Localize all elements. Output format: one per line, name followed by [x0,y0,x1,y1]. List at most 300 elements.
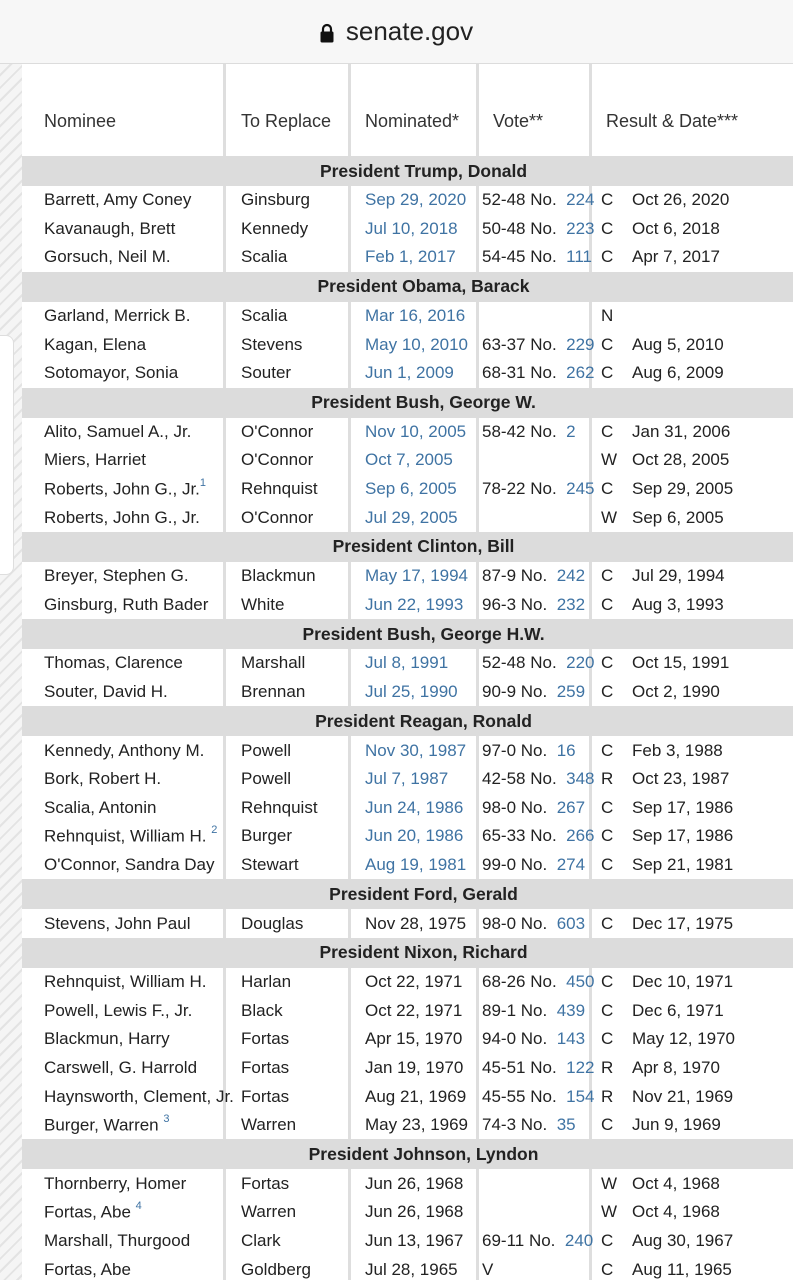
header-nominated: Nominated* [351,64,476,156]
vote-cell [479,968,595,997]
vote-tally: 52-48 [482,190,526,210]
to-replace-cell: Powell [226,736,348,765]
result-date: Aug 3, 1993 [632,591,793,620]
vote-cell [479,591,589,620]
nominee-name: Bork, Robert H. [44,769,162,789]
to-replace-cell: Fortas [226,1025,348,1054]
vote-tally: 99-0 [482,854,517,874]
result-code: C [592,330,632,359]
vote-cell [479,1111,589,1140]
to-replace-cell: Scalia [226,302,348,331]
result-date: Sep 17, 1986 [632,794,793,823]
nominee-cell [22,996,223,1025]
table-row [22,1111,793,1140]
vote-number-link[interactable]: 111 [566,247,592,267]
vote-cell [479,418,589,447]
table-row [22,909,793,938]
nominated-date-link[interactable]: Oct 7, 2005 [365,450,453,470]
result-code: C [592,822,632,851]
vote-cell [479,475,595,504]
table-row [22,996,793,1025]
header-row [22,64,793,156]
table-row [22,302,793,331]
table-row [22,1025,793,1054]
vote-number-label: No. [530,247,557,267]
nominated-date-link[interactable]: Jul 10, 2018 [365,218,458,238]
result-code: C [592,418,632,447]
vote-number-link[interactable]: 35 [556,1115,576,1135]
vote-number-link[interactable]: 348 [566,769,595,789]
result-code: C [592,591,632,620]
nominated-date-link[interactable]: Jun 22, 1993 [365,594,464,614]
nominated-cell [351,794,476,823]
result-code: C [592,243,632,272]
nominee-name: Fortas, Abe [44,1202,136,1222]
table-row [22,446,793,475]
nominated-date: Aug 21, 1969 [365,1086,467,1106]
result-code: C [592,1111,632,1140]
vote-cell [479,302,589,331]
nominated-date-link[interactable]: Jul 7, 1987 [365,769,449,789]
nominee-cell [22,649,223,678]
to-replace-cell: O'Connor [226,503,348,532]
nominated-cell [351,1169,476,1198]
nominated-date: Jan 19, 1970 [365,1057,464,1077]
nominated-date-link[interactable]: Sep 29, 2020 [365,190,467,210]
president-name: President Johnson, Lyndon [22,1139,793,1169]
result-code: C [592,909,632,938]
nominee-cell [22,591,223,620]
footnote-link[interactable]: 2 [211,824,218,837]
vote-number-label: No. [530,1057,557,1077]
to-replace-cell: Burger [226,822,348,851]
header-vote: Vote** [479,64,589,156]
result-date: Apr 7, 2017 [632,243,793,272]
nominee-cell [22,330,223,359]
nominee-name: Fortas, Abe [44,1259,131,1279]
nominated-date-link[interactable]: Aug 19, 1981 [365,854,467,874]
result-code: C [592,851,632,880]
vote-cell [479,909,589,938]
nominee-name: Rehnquist, William H. [44,826,212,846]
vote-tally: 98-0 [482,797,517,817]
vote-tally: 96-3 [482,594,517,614]
nominated-cell [351,996,476,1025]
president-name: President Clinton, Bill [22,532,793,562]
vote-number-link[interactable]: 603 [556,913,586,933]
result-code: C [592,475,632,504]
vote-number-label: No. [520,1029,548,1049]
result-code: R [592,765,632,794]
result-date: Aug 5, 2010 [632,330,793,359]
vote-number-link[interactable]: 223 [566,218,595,238]
vote-cell [479,678,589,707]
to-replace-cell: Black [226,996,348,1025]
nominated-cell [351,1025,476,1054]
nominee-cell [22,186,223,215]
vote-number-label: No. [528,1230,556,1250]
vote-cell [479,562,589,591]
to-replace-cell: Kennedy [226,215,348,244]
vote-tally: 45-51 [482,1057,526,1077]
to-replace-cell: Scalia [226,243,348,272]
result-code: C [592,1025,632,1054]
nominated-date-link[interactable]: May 10, 2010 [365,334,469,354]
vote-number-link[interactable]: 267 [556,797,586,817]
vote-cell [479,243,592,272]
nominated-cell [351,678,476,707]
address-bar[interactable] [0,0,793,64]
header-nominee: Nominee [22,64,223,156]
nominee-cell [22,909,223,938]
vote-number-link[interactable]: 232 [556,594,586,614]
footnote-link[interactable]: 3 [163,1112,170,1125]
result-date: Aug 6, 2009 [632,359,793,388]
result-date: Jul 29, 1994 [632,562,793,591]
vote-tally: V [482,1259,494,1279]
nominated-date-link[interactable]: Mar 16, 2016 [365,306,466,326]
nominee-name: Blackmun, Harry [44,1029,170,1049]
table-row [22,851,793,880]
president-name: President Bush, George H.W. [22,619,793,649]
result-date: Oct 2, 1990 [632,678,793,707]
vote-number-link[interactable]: 262 [566,363,595,383]
vote-number-label: No. [520,1115,548,1135]
president-group-header [22,272,793,302]
to-replace-cell: Clark [226,1227,348,1256]
vote-number-link[interactable]: 245 [566,479,595,499]
result-date: Sep 29, 2005 [632,475,793,504]
president-name: President Nixon, Richard [22,938,793,968]
to-replace-cell: Warren [226,1111,348,1140]
vote-number-label: No. [530,479,557,499]
vote-tally: 87-9 [482,566,517,586]
table-row [22,243,793,272]
nominee-name: Roberts, John G., Jr. [44,507,200,527]
header-to-replace: To Replace [226,64,348,156]
nominated-cell [351,1255,476,1280]
vote-number-link[interactable]: 229 [566,334,595,354]
nominated-date-link[interactable]: Jul 8, 1991 [365,653,449,673]
to-replace-cell: White [226,591,348,620]
nominee-name: Rehnquist, William H. [44,972,207,992]
vote-number-label: No. [530,218,557,238]
vote-number-label: No. [520,854,548,874]
to-replace-cell: O'Connor [226,418,348,447]
table-row [22,186,793,215]
table-row [22,794,793,823]
vote-cell [479,1082,595,1111]
vote-cell [479,186,595,215]
table-row [22,1082,793,1111]
nominated-date-link[interactable]: Nov 10, 2005 [365,421,467,441]
vote-tally: 89-1 [482,1000,517,1020]
nominee-name: Kagan, Elena [44,334,147,354]
nominated-date: Oct 22, 1971 [365,972,463,992]
nominated-cell [351,418,476,447]
vote-number-label: No. [530,190,557,210]
table-row [22,591,793,620]
vote-number-label: No. [520,594,548,614]
nominee-cell [22,1025,223,1054]
to-replace-cell: Stewart [226,851,348,880]
result-code: C [592,736,632,765]
vote-number-label: No. [530,769,557,789]
vote-tally: 52-48 [482,653,526,673]
nominated-date-link[interactable]: Nov 30, 1987 [365,740,467,760]
vote-number-label: No. [520,797,548,817]
to-replace-cell: Marshall [226,649,348,678]
vote-cell [479,446,589,475]
result-date: Jun 9, 1969 [632,1111,793,1140]
vote-tally: 42-58 [482,769,526,789]
nominated-cell [351,649,476,678]
nominee-name: Thornberry, Homer [44,1173,187,1193]
president-group-header [22,619,793,649]
nominee-name: Roberts, John G., Jr. [44,479,200,499]
president-group-header [22,532,793,562]
vote-number-label: No. [530,334,557,354]
nominee-cell [22,1198,223,1227]
result-code: C [592,562,632,591]
to-replace-cell: Fortas [226,1082,348,1111]
nominated-cell [351,215,476,244]
nominated-cell [351,359,476,388]
nominated-date-link[interactable]: Feb 1, 2017 [365,247,456,267]
vote-number-link[interactable]: 274 [556,854,586,874]
vote-tally: 98-0 [482,913,517,933]
nominee-cell [22,851,223,880]
vote-cell [479,736,589,765]
nominee-name: Gorsuch, Neil M. [44,247,171,267]
vote-number-label: No. [530,826,557,846]
nominations-table [22,64,793,1280]
vote-number-label: No. [520,1000,548,1020]
table-row [22,1227,793,1256]
vote-number-link[interactable]: 450 [566,972,595,992]
nominee-name: Alito, Samuel A., Jr. [44,421,192,441]
lock-icon [320,23,334,43]
vote-tally: 50-48 [482,218,526,238]
result-date: Apr 8, 1970 [632,1054,793,1083]
result-code: W [592,1198,632,1227]
vote-number-link[interactable]: 242 [556,566,586,586]
president-name: President Reagan, Ronald [22,706,793,736]
result-date: Oct 6, 2018 [632,215,793,244]
nominated-cell [351,591,476,620]
result-code: R [592,1054,632,1083]
header-result-date: Result & Date*** [592,64,793,156]
vote-number-label: No. [530,421,557,441]
vote-cell [479,794,589,823]
result-code: C [592,996,632,1025]
footnote-link[interactable]: 4 [135,1200,142,1212]
vote-tally: 97-0 [482,740,517,760]
to-replace-cell: Souter [226,359,348,388]
vote-number-link[interactable]: 154 [566,1086,595,1106]
vote-cell [479,215,595,244]
vote-tally: 74-3 [482,1115,517,1135]
nominated-cell [351,1198,476,1227]
table-body [22,156,793,1280]
nominated-date: Jun 26, 1968 [365,1202,464,1222]
vote-tally: 58-42 [482,421,526,441]
nominee-cell [22,794,223,823]
nominated-date: Jun 13, 1967 [365,1230,464,1250]
nominee-name: Miers, Harriet [44,450,147,470]
vote-cell [479,1025,589,1054]
vote-number-link[interactable]: 143 [556,1029,586,1049]
result-date: Aug 30, 1967 [632,1227,793,1256]
nominated-cell [351,851,476,880]
nominated-cell [351,446,476,475]
vote-tally: 90-9 [482,682,517,702]
nominated-cell [351,503,476,532]
nominee-cell [22,1169,223,1198]
nominated-cell [351,822,476,851]
vote-number-link[interactable]: 439 [556,1000,586,1020]
result-date: Oct 4, 1968 [632,1169,793,1198]
result-code: C [592,1227,632,1256]
nominated-cell [351,736,476,765]
nominated-cell [351,243,476,272]
vote-number-label: No. [520,913,548,933]
table-row [22,1255,793,1280]
result-code: N [592,302,632,331]
table-row [22,418,793,447]
to-replace-cell: Brennan [226,678,348,707]
vote-number-link[interactable]: 266 [566,826,595,846]
table-row [22,215,793,244]
nominated-date: Jun 26, 1968 [365,1173,464,1193]
nominee-cell [22,968,223,997]
nominee-name: Souter, David H. [44,682,168,702]
nominated-date-link[interactable]: May 17, 1994 [365,566,469,586]
nominee-name: Breyer, Stephen G. [44,566,189,586]
nominated-date-link[interactable]: Jun 24, 1986 [365,797,464,817]
vote-cell [479,1255,589,1280]
vote-number-link[interactable]: 2 [566,421,576,441]
table-row [22,1198,793,1227]
result-date: Dec 10, 1971 [632,968,793,997]
vote-number-link[interactable]: 16 [556,740,576,760]
nominee-cell [22,1227,223,1256]
vote-tally: 54-45 [482,247,526,267]
result-code: R [592,1082,632,1111]
nominated-date-link[interactable]: Jun 1, 2009 [365,363,454,383]
table-row [22,1169,793,1198]
vote-cell [479,1198,589,1227]
vote-cell [479,330,595,359]
nominated-cell [351,330,476,359]
nominee-cell [22,359,223,388]
president-name: President Bush, George W. [22,388,793,418]
nominee-cell [22,765,223,794]
nominee-name: Ginsburg, Ruth Bader [44,594,209,614]
nominee-cell [22,418,223,447]
vote-tally: 94-0 [482,1029,517,1049]
nominated-cell [351,1082,476,1111]
nominee-cell [22,1255,223,1280]
to-replace-cell: Fortas [226,1054,348,1083]
nominee-name: Carswell, G. Harrold [44,1057,198,1077]
nominated-date-link[interactable]: Jul 25, 1990 [365,682,458,702]
nominee-cell [22,678,223,707]
vote-tally: 69-11 [482,1230,525,1250]
vote-tally: 65-33 [482,826,526,846]
nominated-date: Oct 22, 1971 [365,1000,463,1020]
nominee-cell [22,1082,234,1111]
nominated-cell [351,968,476,997]
president-group-header [22,388,793,418]
side-drawer-handle[interactable] [0,335,14,575]
vote-cell [479,1227,594,1256]
nominee-name: Scalia, Antonin [44,797,157,817]
result-code: C [592,968,632,997]
vote-number-link[interactable]: 224 [566,190,595,210]
vote-cell [479,765,595,794]
nominated-date-link[interactable]: Jul 29, 2005 [365,507,458,527]
result-code: C [592,359,632,388]
vote-number-link[interactable]: 259 [556,682,586,702]
vote-number-link[interactable]: 240 [564,1230,594,1250]
president-group-header [22,156,793,186]
vote-number-label: No. [530,363,557,383]
vote-number-link[interactable]: 220 [566,653,595,673]
table-row [22,330,793,359]
vote-cell [479,1169,589,1198]
president-group-header [22,706,793,736]
vote-number-label: No. [520,682,548,702]
nominee-name: Marshall, Thurgood [44,1230,191,1250]
nominee-name: Stevens, John Paul [44,913,191,933]
vote-tally: 68-26 [482,972,526,992]
president-group-header [22,1139,793,1169]
url-text: senate.gov [345,16,474,46]
result-code: C [592,215,632,244]
nominee-cell [22,475,223,504]
result-date: May 12, 1970 [632,1025,793,1054]
vote-number-link[interactable]: 122 [566,1057,595,1077]
nominee-cell [22,1054,223,1083]
vote-tally: 78-22 [482,479,526,499]
result-date: Oct 15, 1991 [632,649,793,678]
result-date: Sep 6, 2005 [632,503,793,532]
vote-number-label: No. [520,566,548,586]
table-row [22,503,793,532]
vote-cell [479,996,589,1025]
table-row [22,562,793,591]
result-date: Oct 4, 1968 [632,1198,793,1227]
nominations-table-container [22,64,793,1280]
to-replace-cell: O'Connor [226,446,348,475]
nominee-name: Kennedy, Anthony M. [44,740,205,760]
nominated-cell [351,1054,476,1083]
to-replace-cell: Warren [226,1198,348,1227]
result-code: C [592,649,632,678]
result-code: C [592,1255,632,1280]
page-margin [0,64,22,1280]
footnote-link[interactable]: 1 [199,476,207,489]
result-code: W [592,446,632,475]
nominated-cell [351,765,476,794]
vote-cell [479,1054,595,1083]
nominated-date-link[interactable]: Jun 20, 1986 [365,826,464,846]
nominated-date-link[interactable]: Sep 6, 2005 [365,479,457,499]
result-code: C [592,186,632,215]
result-date [632,302,793,331]
table-row [22,736,793,765]
